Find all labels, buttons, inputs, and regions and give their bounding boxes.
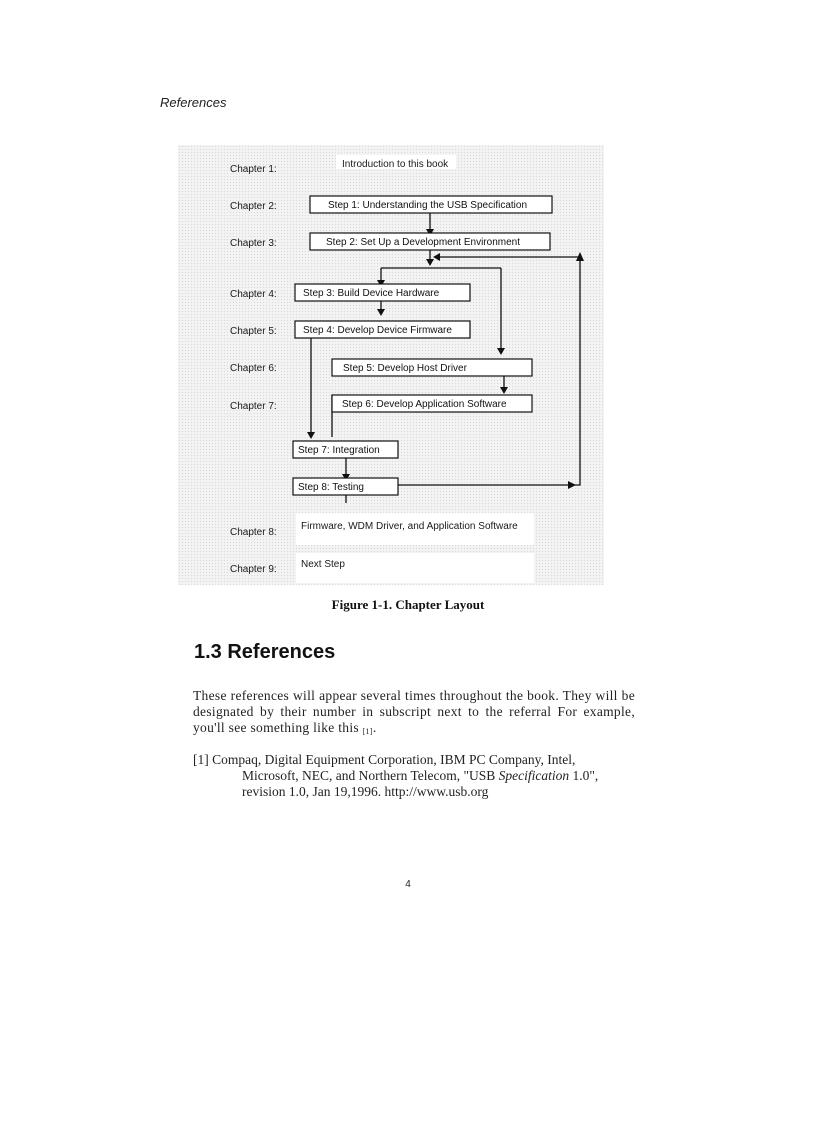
reference-line-2-start: Microsoft, NEC, and Northern Telecom, "USB (242, 768, 499, 783)
reference-title-italic: Specification (498, 768, 570, 783)
arrowhead-to-step6 (500, 387, 508, 394)
running-head: References (160, 95, 227, 110)
reference-line-2-end: 1.0", (569, 768, 599, 783)
chapter-8-text: Firmware, WDM Driver, and Application Software (301, 521, 518, 532)
chapter-9-text: Next Step (301, 559, 345, 570)
chapter-flowchart (178, 145, 604, 585)
chapter-8-label: Chapter 8: (230, 527, 277, 538)
reference-line-1: [1] Compaq, Digital Equipment Corporation, IBM PC Company, Intel, (193, 752, 576, 767)
reference-line-3: revision 1.0, Jan 19,1996. http://www.usb.org (242, 784, 489, 799)
paragraph-subscript: [1] (362, 727, 373, 736)
figure-caption: Figure 1-1. Chapter Layout (331, 597, 485, 612)
section-heading: 1.3 References (194, 641, 336, 663)
step-8-label: Step 8: Testing (298, 482, 364, 493)
chapter-5-label: Chapter 5: (230, 326, 277, 337)
step-3-label: Step 3: Build Device Hardware (303, 288, 440, 299)
arrowhead-below-step2 (426, 259, 434, 266)
chapter-3-label: Chapter 3: (230, 238, 277, 249)
arrowhead-to-step5 (497, 348, 505, 355)
chapter-6-label: Chapter 6: (230, 363, 277, 374)
arrowhead-to-step4 (377, 309, 385, 316)
arrowhead-feedback-left (433, 253, 440, 261)
paragraph-text: These references will appear several times throughout the book. They will be designated by their number in subscript next to the referral For example, you'll see something like this (193, 688, 635, 735)
chapter-2-label: Chapter 2: (230, 201, 277, 212)
reference-entry-1 (193, 752, 633, 800)
step-6-label: Step 6: Develop Application Software (342, 399, 507, 410)
arrowhead-to-step7 (307, 432, 315, 439)
references-paragraph (193, 688, 635, 740)
step-1-label: Step 1: Understanding the USB Specification (328, 200, 528, 211)
reference-line-2 (193, 768, 633, 784)
chapter-1-text: Introduction to this book (342, 159, 449, 170)
step-7-label: Step 7: Integration (298, 445, 380, 456)
chapter-4-label: Chapter 4: (230, 289, 277, 300)
step-4-label: Step 4: Develop Device Firmware (303, 325, 452, 336)
arrowhead-to-loop (568, 481, 576, 489)
chapter-9-label: Chapter 9: (230, 564, 277, 575)
chapter-1-label: Chapter 1: (230, 164, 277, 175)
paragraph-end: . (372, 720, 377, 735)
chapter-7-label: Chapter 7: (230, 401, 277, 412)
step-2-label: Step 2: Set Up a Development Environment (326, 237, 520, 248)
step-5-label: Step 5: Develop Host Driver (343, 363, 467, 374)
page-number: 4 (405, 879, 411, 890)
chapter-layout-figure (178, 145, 604, 585)
